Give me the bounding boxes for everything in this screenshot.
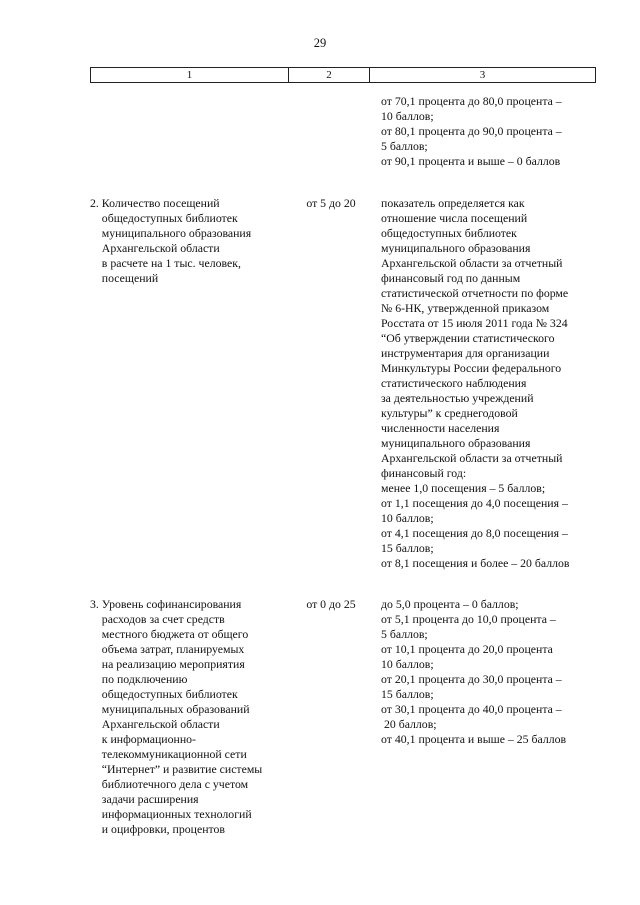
page-number: 29: [313, 36, 327, 50]
text-line: от 5 до 20: [306, 196, 356, 210]
text-line: расходов за счет средств: [90, 612, 225, 626]
text-line: муниципального образования: [90, 226, 252, 240]
text-line: 3. Уровень софинансирования: [90, 597, 242, 611]
text-line: от 10,1 процента до 20,0 процента: [381, 642, 553, 656]
text-line: 5 баллов;: [381, 627, 428, 641]
text-line: 15 баллов;: [381, 687, 434, 701]
text-line: к информационно-: [90, 732, 196, 746]
text-line: № 6-НК, утвержденной приказом: [381, 301, 550, 315]
text-line: библиотечного дела с учетом: [90, 777, 249, 791]
range-cell: [292, 196, 370, 211]
text-line: и оцифровки, процентов: [90, 822, 225, 836]
text-line: от 70,1 процента до 80,0 процента –: [381, 94, 562, 108]
text-line: от 4,1 посещения до 8,0 посещения –: [381, 526, 568, 540]
text-line: Росстата от 15 июля 2011 года № 324: [381, 316, 568, 330]
criterion-cell: [90, 196, 290, 286]
text-line: статистического наблюдения: [381, 376, 527, 390]
text-line: Архангельской области за отчетный: [381, 451, 563, 465]
text-line: от 90,1 процента и выше – 0 баллов: [381, 154, 561, 168]
text-line: по подключению: [90, 672, 188, 686]
text-line: на реализацию мероприятия: [90, 657, 245, 671]
text-line: в расчете на 1 тыс. человек,: [90, 256, 241, 270]
text-line: до 5,0 процента – 0 баллов;: [381, 597, 519, 611]
range-cell: [292, 597, 370, 612]
text-line: Архангельской области за отчетный: [381, 256, 563, 270]
text-line: за деятельностью учреждений: [381, 391, 534, 405]
text-line: 5 баллов;: [381, 139, 428, 153]
column-header-3: 3: [479, 69, 486, 81]
text-line: общедоступных библиотек: [381, 226, 517, 240]
text-line: 2. Количество посещений: [90, 196, 220, 210]
text-line: муниципальных образований: [90, 702, 250, 716]
text-line: муниципального образования: [381, 241, 531, 255]
text-line: финансовый год по данным: [381, 271, 521, 285]
text-line: 10 баллов;: [381, 109, 434, 123]
text-line: от 30,1 процента до 40,0 процента –: [381, 702, 562, 716]
text-line: отношение числа посещений: [381, 211, 528, 225]
text-line: 15 баллов;: [381, 541, 434, 555]
text-line: статистической отчетности по форме: [381, 286, 569, 300]
text-line: телекоммуникационной сети: [90, 747, 247, 761]
text-line: культуры” к среднегодовой: [381, 406, 518, 420]
text-line: 10 баллов;: [381, 657, 434, 671]
text-line: 20 баллов;: [381, 717, 437, 731]
text-line: от 1,1 посещения до 4,0 посещения –: [381, 496, 568, 510]
text-line: 10 баллов;: [381, 511, 434, 525]
text-line: от 8,1 посещения и более – 20 баллов: [381, 556, 570, 570]
text-line: Архангельской области: [90, 241, 220, 255]
text-line: посещений: [90, 271, 159, 285]
text-line: менее 1,0 посещения – 5 баллов;: [381, 481, 546, 495]
text-line: от 5,1 процента до 10,0 процента –: [381, 612, 556, 626]
text-line: инструментария для организации: [381, 346, 550, 360]
scoring-cell: [381, 196, 596, 571]
scoring-cell: [381, 597, 596, 747]
text-line: задачи расширения: [90, 792, 199, 806]
text-line: от 0 до 25: [306, 597, 356, 611]
text-line: численности населения: [381, 421, 500, 435]
column-header-2: 2: [289, 68, 370, 82]
text-line: “Об утверждении статистического: [381, 331, 555, 345]
column-header-1: 1: [91, 68, 289, 82]
text-line: показатель определяется как: [381, 196, 525, 210]
text-line: финансовый год:: [381, 466, 467, 480]
text-line: Минкультуры России федерального: [381, 361, 562, 375]
text-line: местного бюджета от общего: [90, 627, 249, 641]
text-line: объема затрат, планируемых: [90, 642, 245, 656]
text-line: от 80,1 процента до 90,0 процента –: [381, 124, 562, 138]
text-line: общедоступных библиотек: [90, 687, 238, 701]
text-line: муниципального образования: [381, 436, 531, 450]
text-line: от 20,1 процента до 30,0 процента –: [381, 672, 562, 686]
text-line: от 40,1 процента и выше – 25 баллов: [381, 732, 567, 746]
table-header-row: [90, 67, 596, 83]
text-line: “Интернет” и развитие системы: [90, 762, 263, 776]
text-line: общедоступных библиотек: [90, 211, 238, 225]
criterion-cell: [90, 597, 290, 837]
text-line: информационных технологий: [90, 807, 252, 821]
text-line: Архангельской области: [90, 717, 220, 731]
scoring-cell: [381, 94, 596, 169]
